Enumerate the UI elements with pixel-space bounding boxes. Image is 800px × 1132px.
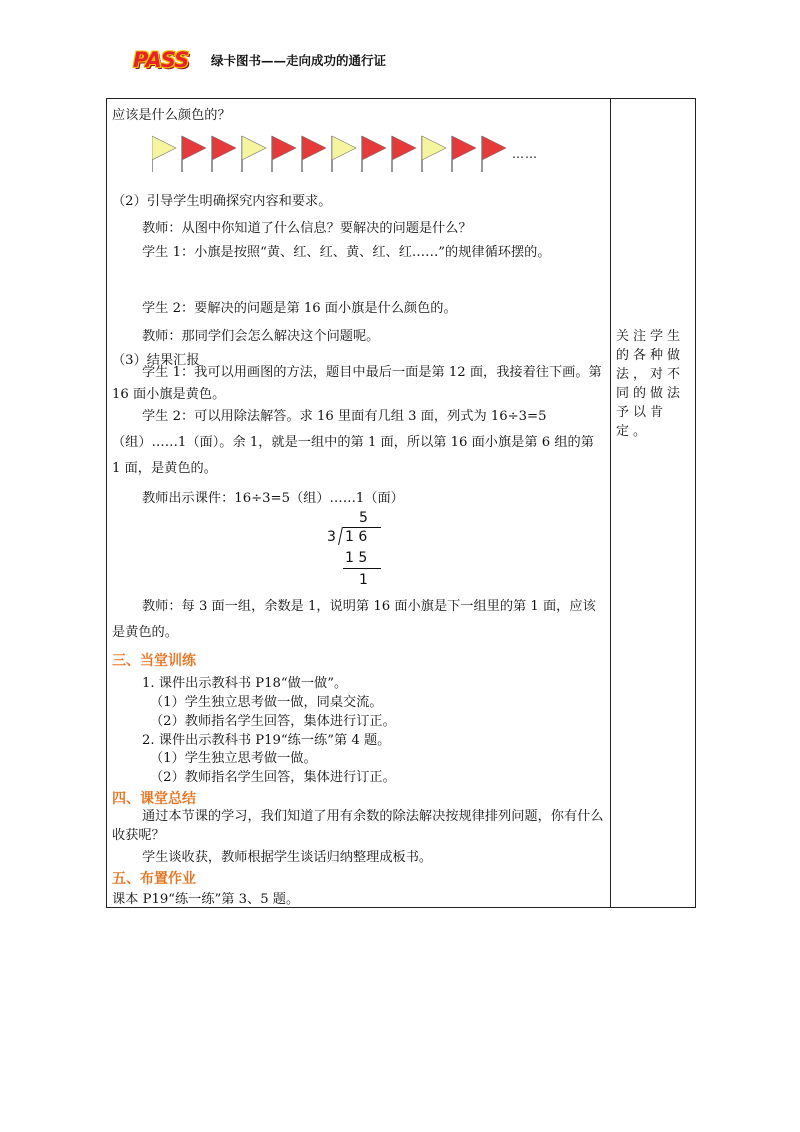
flag-red <box>272 136 296 172</box>
remainder: 1 <box>359 572 368 588</box>
student1-answer: 学生 1：小旗是按照“黄、红、红、黄、红、红……”的规律循环摆的。 <box>142 245 551 260</box>
quotient: 5 <box>359 510 368 526</box>
train2a: （1）学生独立思考做一做。 <box>150 751 317 766</box>
side-note: 关注学生的各种做法，对不同的做法予以肯定。 <box>616 329 685 439</box>
flag-ellipsis: …… <box>512 147 538 161</box>
teacher-question: 教师：从图中你知道了什么信息？要解决的问题是什么？ <box>142 221 472 236</box>
summary1: 通过本节课的学习，我们知道了用有余数的除法解决按规律排列问题，你有什么收获呢？ <box>112 809 604 843</box>
product: 1 5 <box>345 550 368 566</box>
division-bar <box>343 527 381 528</box>
flag-cloth <box>392 136 416 160</box>
flag-red <box>182 136 206 172</box>
pass-logo: PASS <box>133 48 189 72</box>
flag-cloth <box>302 136 326 160</box>
header-slogan: 绿卡图书——走向成功的通行证 <box>211 53 387 68</box>
flag-red <box>212 136 236 172</box>
summary2: 学生谈收获，教师根据学生谈话归纳整理成板书。 <box>142 850 433 865</box>
flag-red <box>362 136 386 172</box>
train1b: （2）教师指名学生回答，集体进行订正。 <box>150 714 396 729</box>
step3-line: （3）结果汇报 <box>112 353 200 368</box>
flag-cloth <box>212 136 236 160</box>
flag-cloth <box>152 136 176 160</box>
flag-yellow <box>332 136 356 172</box>
flag-red <box>302 136 326 172</box>
homework: 课本 P19“练一练”第 3、5 题。 <box>112 892 300 907</box>
long-division <box>317 510 397 590</box>
flag-cloth <box>182 136 206 160</box>
flags-illustration <box>152 134 512 174</box>
section5-heading: 五、布置作业 <box>112 871 196 887</box>
section4-heading: 四、课堂总结 <box>112 791 196 807</box>
flag-cloth <box>452 136 476 160</box>
flag-cloth <box>362 136 386 160</box>
question-line: 应该是什么颜色的？ <box>112 108 231 123</box>
teacher-ask: 教师：那同学们会怎么解决这个问题呢。 <box>142 329 380 344</box>
flag-red <box>482 136 506 172</box>
flag-yellow <box>422 136 446 172</box>
flag-cloth <box>482 136 506 160</box>
train2: 2. 课件出示教科书 P19“练一练”第 4 题。 <box>142 733 391 748</box>
flag-red <box>392 136 416 172</box>
step2-line: （2）引导学生明确探究内容和要求。 <box>112 194 332 209</box>
division-bracket <box>338 527 343 545</box>
flag-cloth <box>272 136 296 160</box>
report1: 学生 1：我可以用画图的方法，题目中最后一面是第 12 面，我接着往下画。第 16 面小旗是黄色。 <box>112 365 602 402</box>
teacher-summary: 教师：每 3 面一组，余数是 1，说明第 16 面小旗是下一组里的第 1 面，应该是黄色的。 <box>112 599 596 640</box>
train1a: （1）学生独立思考做一做，同桌交流。 <box>150 695 383 710</box>
report2: 学生 2：可以用除法解答。求 16 里面有几组 3 面，列式为 16÷3=5（组）……1（面）。余 1，就是一组中的第 1 面，所以第 16 面小旗是第 6 组的第 1 面，是黄色的。 <box>112 409 594 476</box>
flag-yellow <box>152 136 176 172</box>
train1: 1. 课件出示教科书 P18“做一做”。 <box>142 676 348 691</box>
column-divider <box>610 98 611 908</box>
student2-answer: 学生 2：要解决的问题是第 16 面小旗是什么颜色的。 <box>142 301 457 316</box>
divisor: 3 <box>327 529 336 545</box>
flag-row <box>152 134 512 174</box>
flag-cloth <box>422 136 446 160</box>
subtraction-bar <box>343 568 381 569</box>
flag-red <box>452 136 476 172</box>
flag-cloth <box>332 136 356 160</box>
section3-heading: 三、当堂训练 <box>112 653 196 669</box>
train2b: （2）教师指名学生回答，集体进行订正。 <box>150 770 396 785</box>
dividend: 1 6 <box>345 529 368 545</box>
courseware-line: 教师出示课件：16÷3=5（组）……1（面） <box>142 491 404 506</box>
page-header <box>133 48 553 78</box>
flag-cloth <box>242 136 266 160</box>
flag-yellow <box>242 136 266 172</box>
